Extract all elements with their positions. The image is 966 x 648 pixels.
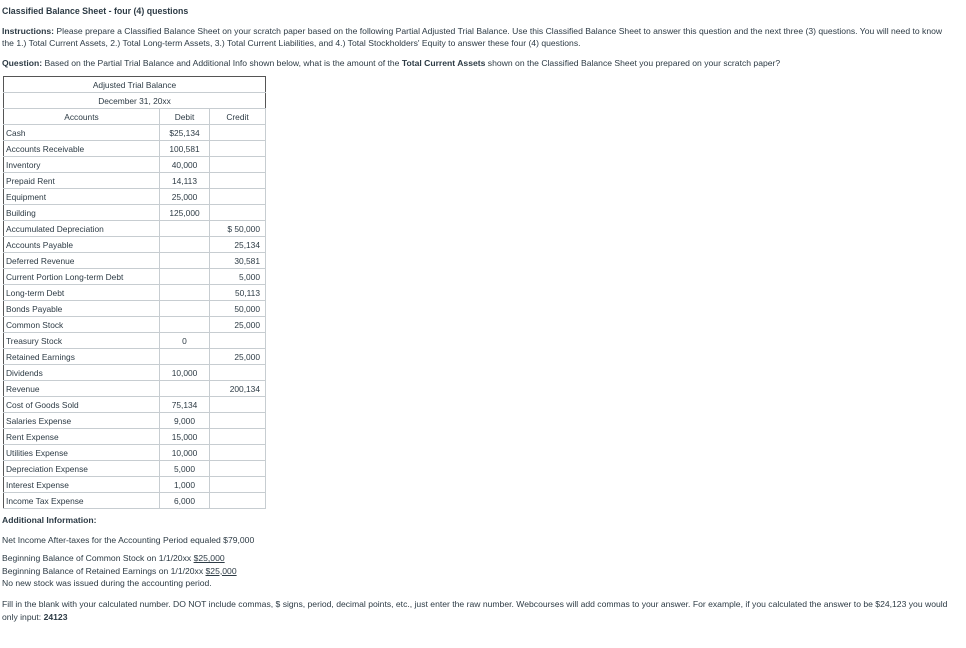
column-header-debit: Debit	[160, 109, 210, 125]
credit-cell	[210, 461, 266, 477]
account-cell: Retained Earnings	[4, 349, 160, 365]
credit-cell	[210, 493, 266, 509]
credit-cell: 50,000	[210, 301, 266, 317]
additional-information	[2, 514, 952, 590]
credit-cell	[210, 477, 266, 493]
debit-cell: 10,000	[160, 365, 210, 381]
table-row	[4, 173, 266, 189]
debit-cell	[160, 381, 210, 397]
table-row	[4, 301, 266, 317]
account-cell: Interest Expense	[4, 477, 160, 493]
table-row	[4, 493, 266, 509]
table-row	[4, 141, 266, 157]
instructions-label: Instructions:	[2, 26, 55, 36]
column-header-accounts: Accounts	[4, 109, 160, 125]
account-cell: Cash	[4, 125, 160, 141]
account-cell: Utilities Expense	[4, 445, 160, 461]
credit-cell	[210, 189, 266, 205]
debit-cell	[160, 253, 210, 269]
table-row	[4, 445, 266, 461]
credit-cell	[210, 429, 266, 445]
account-cell: Income Tax Expense	[4, 493, 160, 509]
question-label: Question:	[2, 58, 43, 68]
table-title-row	[4, 77, 266, 93]
account-cell: Building	[4, 205, 160, 221]
debit-cell: 10,000	[160, 445, 210, 461]
table-row	[4, 381, 266, 397]
account-cell: Accounts Payable	[4, 237, 160, 253]
credit-cell	[210, 333, 266, 349]
table-row	[4, 205, 266, 221]
credit-cell: 50,113	[210, 285, 266, 301]
debit-cell: 6,000	[160, 493, 210, 509]
account-cell: Accounts Receivable	[4, 141, 160, 157]
beginning-common-stock-label: Beginning Balance of Common Stock on 1/1/20xx	[2, 553, 194, 563]
table-row	[4, 413, 266, 429]
debit-cell	[160, 221, 210, 237]
table-row	[4, 333, 266, 349]
table-title: Adjusted Trial Balance	[4, 77, 266, 93]
credit-cell	[210, 173, 266, 189]
table-row	[4, 125, 266, 141]
credit-cell: 25,000	[210, 317, 266, 333]
debit-cell	[160, 237, 210, 253]
net-income-text: Net Income After-taxes for the Accounting Period equaled $79,000	[2, 534, 255, 545]
table-row	[4, 221, 266, 237]
table-row	[4, 253, 266, 269]
no-new-stock-text: No new stock was issued during the accounting period.	[2, 578, 212, 588]
credit-cell	[210, 157, 266, 173]
instructions	[2, 25, 952, 49]
credit-cell: 25,134	[210, 237, 266, 253]
instructions-text: Please prepare a Classified Balance Sheet on your scratch paper based on the following Partial Adjusted Trial Balance. Use this Classified Balance Sheet to answer this question and the next three (3) questions. You will need to know the 1.) Total Current Assets, 2.) Total Long-term Assets, 3.) Total Current Liabilities, and 4.) Total Stockholders' Equity to answer these four (4) questions.	[2, 26, 943, 48]
debit-cell: 75,134	[160, 397, 210, 413]
fill-in-text: Fill in the blank with your calculated number. DO NOT include commas, $ signs, period, decimal points, etc., just enter the raw number. Webcourses will add commas to your answer. For example, if you calculated the answer to be $24,123 you would only input:	[2, 599, 948, 622]
debit-cell	[160, 301, 210, 317]
table-row	[4, 461, 266, 477]
account-cell: Equipment	[4, 189, 160, 205]
table-date: December 31, 20xx	[4, 93, 266, 109]
account-cell: Deferred Revenue	[4, 253, 160, 269]
debit-cell	[160, 349, 210, 365]
credit-cell	[210, 365, 266, 381]
debit-cell	[160, 285, 210, 301]
account-cell: Common Stock	[4, 317, 160, 333]
account-cell: Prepaid Rent	[4, 173, 160, 189]
table-row	[4, 349, 266, 365]
table-row	[4, 397, 266, 413]
account-cell: Dividends	[4, 365, 160, 381]
question-text-before: Based on the Partial Trial Balance and Additional Info shown below, what is the amount of the	[42, 58, 402, 68]
debit-cell: $25,134	[160, 125, 210, 141]
credit-cell: 25,000	[210, 349, 266, 365]
column-header-row	[4, 109, 266, 125]
beginning-retained-earnings-value: $25,000	[205, 565, 237, 576]
credit-cell	[210, 141, 266, 157]
debit-cell: 1,000	[160, 477, 210, 493]
account-cell: Accumulated Depreciation	[4, 221, 160, 237]
debit-cell	[160, 317, 210, 333]
beginning-common-stock-value: $25,000	[193, 553, 225, 563]
table-date-row	[4, 93, 266, 109]
credit-cell	[210, 445, 266, 461]
debit-cell: 40,000	[160, 157, 210, 173]
question-text	[2, 57, 952, 69]
table-row	[4, 365, 266, 381]
credit-cell: 5,000	[210, 269, 266, 285]
account-cell: Long-term Debt	[4, 285, 160, 301]
account-cell: Depreciation Expense	[4, 461, 160, 477]
table-row	[4, 237, 266, 253]
debit-cell: 125,000	[160, 205, 210, 221]
account-cell: Current Portion Long-term Debt	[4, 269, 160, 285]
credit-cell: 200,134	[210, 381, 266, 397]
credit-cell: 30,581	[210, 253, 266, 269]
credit-cell	[210, 413, 266, 429]
beginning-retained-earnings-label: Beginning Balance of Retained Earnings on 1/1/20xx	[2, 565, 206, 576]
question-bold-term: Total Current Assets	[401, 58, 486, 68]
debit-cell: 15,000	[160, 429, 210, 445]
beginning-common-stock	[2, 552, 952, 565]
question-text-after: shown on the Classified Balance Sheet you prepared on your scratch paper?	[485, 58, 781, 68]
account-cell: Cost of Goods Sold	[4, 397, 160, 413]
debit-cell	[160, 269, 210, 285]
table-body	[4, 125, 266, 509]
table-row	[4, 285, 266, 301]
table-row	[4, 157, 266, 173]
account-cell: Inventory	[4, 157, 160, 173]
fill-in-example: 24123	[43, 611, 68, 622]
table-row	[4, 429, 266, 445]
debit-cell: 9,000	[160, 413, 210, 429]
table-row	[4, 189, 266, 205]
account-cell: Revenue	[4, 381, 160, 397]
table-row	[4, 477, 266, 493]
fill-in-instruction	[2, 598, 957, 623]
additional-info-heading: Additional Information:	[2, 515, 97, 525]
debit-cell: 100,581	[160, 141, 210, 157]
page-title: Classified Balance Sheet - four (4) questions	[2, 6, 189, 16]
credit-cell	[210, 125, 266, 141]
column-header-credit: Credit	[210, 109, 266, 125]
debit-cell: 5,000	[160, 461, 210, 477]
debit-cell: 0	[160, 333, 210, 349]
account-cell: Salaries Expense	[4, 413, 160, 429]
credit-cell	[210, 205, 266, 221]
adjusted-trial-balance-table	[3, 76, 266, 509]
table-row	[4, 269, 266, 285]
debit-cell: 14,113	[160, 173, 210, 189]
debit-cell: 25,000	[160, 189, 210, 205]
credit-cell	[210, 397, 266, 413]
credit-cell: $ 50,000	[210, 221, 266, 237]
account-cell: Bonds Payable	[4, 301, 160, 317]
account-cell: Rent Expense	[4, 429, 160, 445]
beginning-retained-earnings	[2, 565, 952, 578]
table-row	[4, 317, 266, 333]
account-cell: Treasury Stock	[4, 333, 160, 349]
